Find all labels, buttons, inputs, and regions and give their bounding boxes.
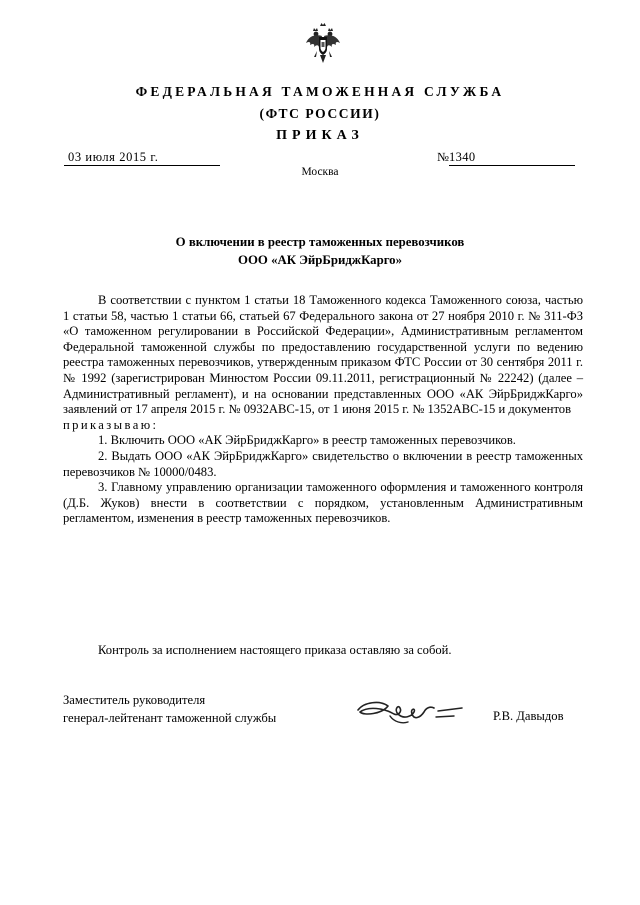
issue-city: Москва	[301, 166, 339, 178]
order-body	[63, 293, 583, 527]
order-title	[0, 233, 640, 269]
order-item-3: 3. Главному управлению организации таможенного оформления и таможенного контроля (Д.Б. Жуков) внести в соответствии с порядком, установленным Административным регламентом, изменения в реестр таможенных перевозчиков.	[63, 480, 583, 526]
signature-icon	[350, 694, 470, 728]
directive-word: приказываю:	[63, 417, 159, 432]
signatory-name: Р.В. Давыдов	[493, 709, 564, 723]
agency-short-name: (ФТС РОССИИ)	[259, 106, 381, 121]
order-title-line1: О включении в реестр таможенных перевозчиков	[175, 235, 465, 249]
agency-name: ФЕДЕРАЛЬНАЯ ТАМОЖЕННАЯ СЛУЖБА	[135, 84, 505, 99]
order-item-2: 2. Выдать ООО «АК ЭйрБриджКарго» свидетельство о включении в реестр таможенных перевозчиков № 10000/0483.	[63, 448, 583, 479]
signatory-position-line1: Заместитель руководителя	[63, 693, 206, 707]
order-number-block	[437, 150, 575, 165]
order-item-1: 1. Включить ООО «АК ЭйрБриджКарго» в реестр таможенных перевозчиков.	[98, 433, 516, 448]
preamble-paragraph: В соответствии с пунктом 1 статьи 18 Таможенного кодекса Таможенного союза, частью 1 статьи 58, частью 1 статьи 66, статьей 67 Федерального закона от 27 ноября 2010 г. № 311-ФЗ «О таможенном регулировании в Российской Федерации», Административным регламентом Федеральной таможенной службы по предоставлению государственной услуги по ведению реестра таможенных перевозчиков, утвержденным приказом ФТС России от 30 сентября 2011 г. № 1992 (зарегистрирован Минюстом России 09.11.2011, регистрационный № 22242) (далее – Административный регламент), и на основании представленных ООО «АК ЭйрБриджКарго» заявлений от 17 апреля 2015 г. № 0932ABC-15, от 1 июня 2015 г. № 1352ABC-15 и документов	[63, 293, 583, 417]
signatory-position	[63, 691, 276, 727]
order-number: 1340	[449, 150, 575, 166]
document-type: ПРИКАЗ	[276, 128, 364, 143]
coat-of-arms-icon	[305, 22, 341, 64]
order-number-label: №	[437, 150, 449, 164]
signatory-position-line2: генерал-лейтенант таможенной службы	[63, 711, 277, 725]
order-date: 03 июля 2015 г.	[64, 150, 220, 166]
order-title-line2: ООО «АК ЭйрБриджКарго»	[238, 253, 402, 267]
closing-statement: Контроль за исполнением настоящего приказа оставляю за собой.	[98, 643, 452, 657]
